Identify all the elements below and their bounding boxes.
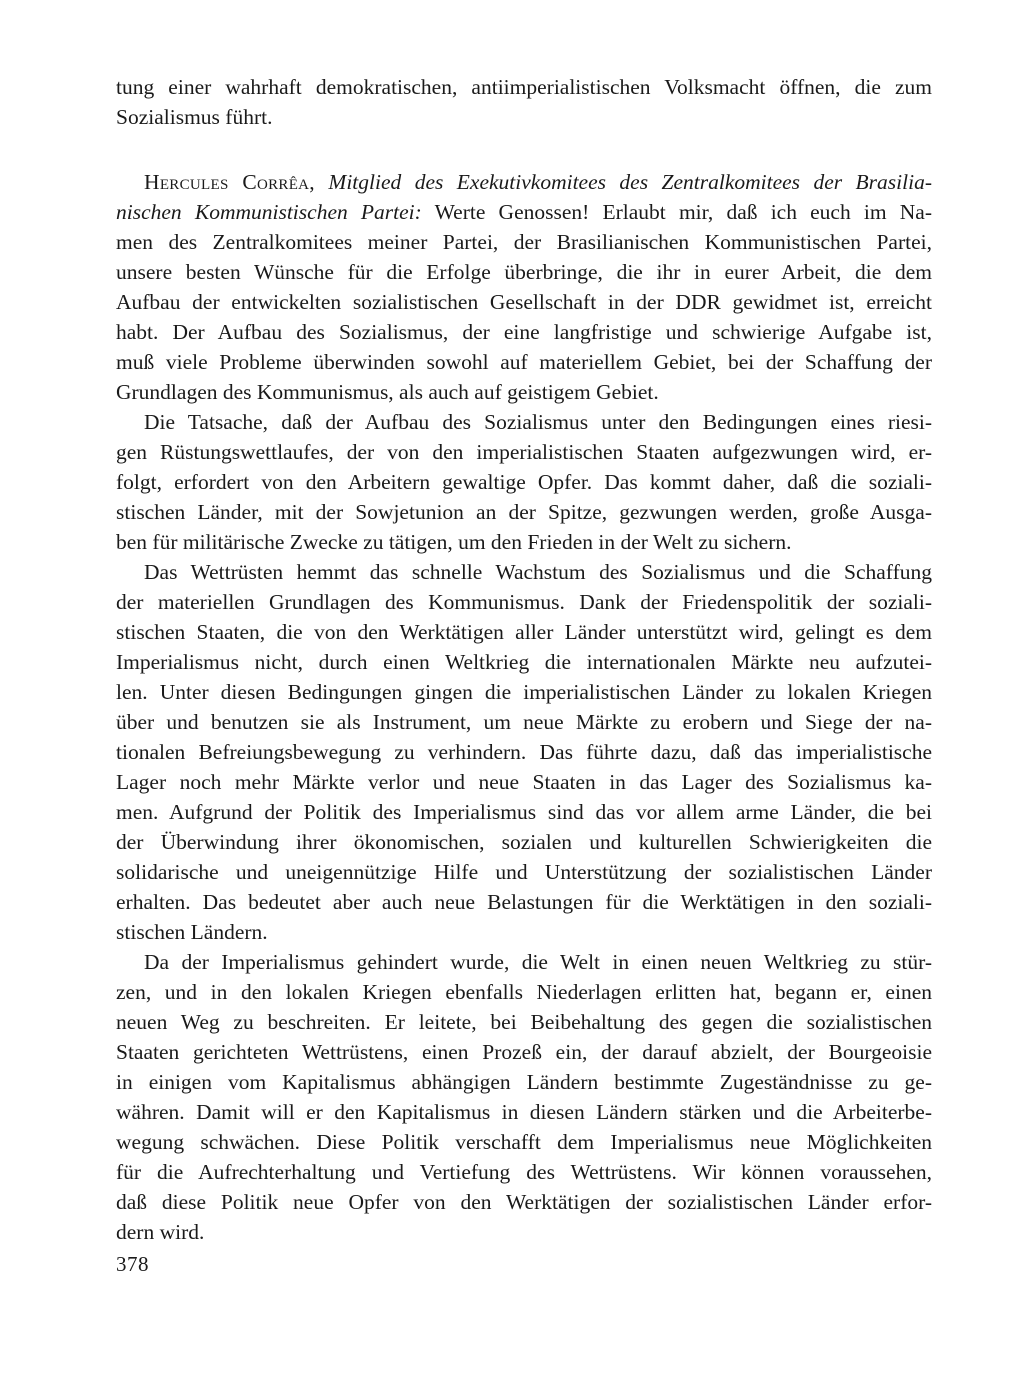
- text-line: habt. Der Aufbau des Sozialismus, der eine langfristige und schwierige Aufgabe ist,: [116, 320, 932, 344]
- text-line: neuen Weg zu beschreiten. Er leitete, bei Beibehaltung des gegen die sozialistischen: [116, 1010, 932, 1034]
- text-line: daß diese Politik neue Opfer von den Werktätigen der sozialistischen Länder erfor-: [116, 1190, 932, 1214]
- text-line: in einigen vom Kapitalismus abhängigen Ländern bestimmte Zugeständnisse zu ge-: [116, 1070, 932, 1094]
- text-line: wegung schwächen. Diese Politik verschafft dem Imperialismus neue Möglichkeiten: [116, 1130, 932, 1154]
- text-line: unsere besten Wünsche für die Erfolge überbringe, die ihr in eurer Arbeit, die dem: [116, 260, 932, 284]
- text-line: Das Wettrüsten hemmt das schnelle Wachstum des Sozialismus und die Schaffung: [144, 560, 932, 584]
- text-line: stischen Ländern.: [116, 920, 268, 944]
- text-line: zen, und in den lokalen Kriegen ebenfalls Niederlagen erlitten hat, begann er, einen: [116, 980, 932, 1004]
- text-line: Da der Imperialismus gehindert wurde, die Welt in einen neuen Weltkrieg zu stür-: [144, 950, 932, 974]
- text-line: stischen Staaten, die von den Werktätigen aller Länder unterstützt wird, gelingt es dem: [116, 620, 932, 644]
- text-line: der Überwindung ihrer ökonomischen, sozialen und kulturellen Schwierigkeiten die: [116, 830, 932, 854]
- text-line: tionalen Befreiungsbewegung zu verhindern. Das führte dazu, daß das imperialistische: [116, 740, 932, 764]
- speaker-name: Hercules Corrêa,: [144, 170, 315, 194]
- text-line: tung einer wahrhaft demokratischen, antiimperialistischen Volksmacht öffnen, die zum: [116, 75, 932, 99]
- text-line: für die Aufrechterhaltung und Vertiefung des Wettrüstens. Wir können voraussehen,: [116, 1160, 932, 1184]
- text-line: ben für militärische Zwecke zu tätigen, um den Frieden in der Welt zu sichern.: [116, 530, 792, 554]
- text-line: gen Rüstungswettlaufes, der von den imperialistischen Staaten aufgezwungen wird, er-: [116, 440, 932, 464]
- text-line: währen. Damit will er den Kapitalismus in diesen Ländern stärken und die Arbeiterbe-: [116, 1100, 932, 1124]
- text-line: dern wird.: [116, 1220, 205, 1244]
- speech-section: [116, 167, 932, 1247]
- text-line: men. Aufgrund der Politik des Imperialismus sind das vor allem arme Länder, die bei: [116, 800, 932, 824]
- text-line: solidarische und uneigennützige Hilfe und Unterstützung der sozialistischen Länder: [116, 860, 932, 884]
- speaker-role-continued: nischen Kommunistischen Partei:: [116, 200, 422, 224]
- speaker-heading-line: [116, 167, 932, 197]
- text-line: über und benutzen sie als Instrument, um neue Märkte zu erobern und Siege der na-: [116, 710, 932, 734]
- speaker-role: Mitglied des Exekutivkomitees des Zentralkomitees der Brasilia-: [328, 170, 932, 194]
- text-line: Sozialismus führt.: [116, 105, 273, 129]
- text-line: der materiellen Grundlagen des Kommunismus. Dank der Friedenspolitik der soziali-: [116, 590, 932, 614]
- text-line: men des Zentralkomitees meiner Partei, der Brasilianischen Kommunistischen Partei,: [116, 230, 932, 254]
- text-line: Grundlagen des Kommunismus, als auch auf geistigem Gebiet.: [116, 380, 659, 404]
- text-line: Aufbau der entwickelten sozialistischen Gesellschaft in der DDR gewidmet ist, erreicht: [116, 290, 932, 314]
- page-number: 378: [116, 1252, 149, 1276]
- continuation-paragraph: [116, 72, 932, 132]
- speech-opening: Werte Genossen! Erlaubt mir, daß ich euch im Na-: [421, 200, 932, 224]
- text-line: Die Tatsache, daß der Aufbau des Sozialismus unter den Bedingungen eines riesi-: [144, 410, 932, 434]
- text-line: Lager noch mehr Märkte verlor und neue Staaten in das Lager des Sozialismus ka-: [116, 770, 932, 794]
- text-line: len. Unter diesen Bedingungen gingen die imperialistischen Länder zu lokalen Kriegen: [116, 680, 932, 704]
- text-line: Imperialismus nicht, durch einen Weltkrieg die internationalen Märkte neu aufzutei-: [116, 650, 932, 674]
- text-line: stischen Länder, mit der Sowjetunion an der Spitze, gezwungen werden, große Ausga-: [116, 500, 932, 524]
- text-line: erhalten. Das bedeutet aber auch neue Belastungen für die Werktätigen in den soziali-: [116, 890, 932, 914]
- text-line: muß viele Probleme überwinden sowohl auf materiellem Gebiet, bei der Schaffung der: [116, 350, 932, 374]
- text-line: folgt, erfordert von den Arbeitern gewaltige Opfer. Das kommt daher, daß die soziali-: [116, 470, 932, 494]
- speaker-heading-line: [116, 197, 932, 227]
- text-line: Staaten gerichteten Wettrüstens, einen Prozeß ein, der darauf abzielt, der Bourgeoisie: [116, 1040, 932, 1064]
